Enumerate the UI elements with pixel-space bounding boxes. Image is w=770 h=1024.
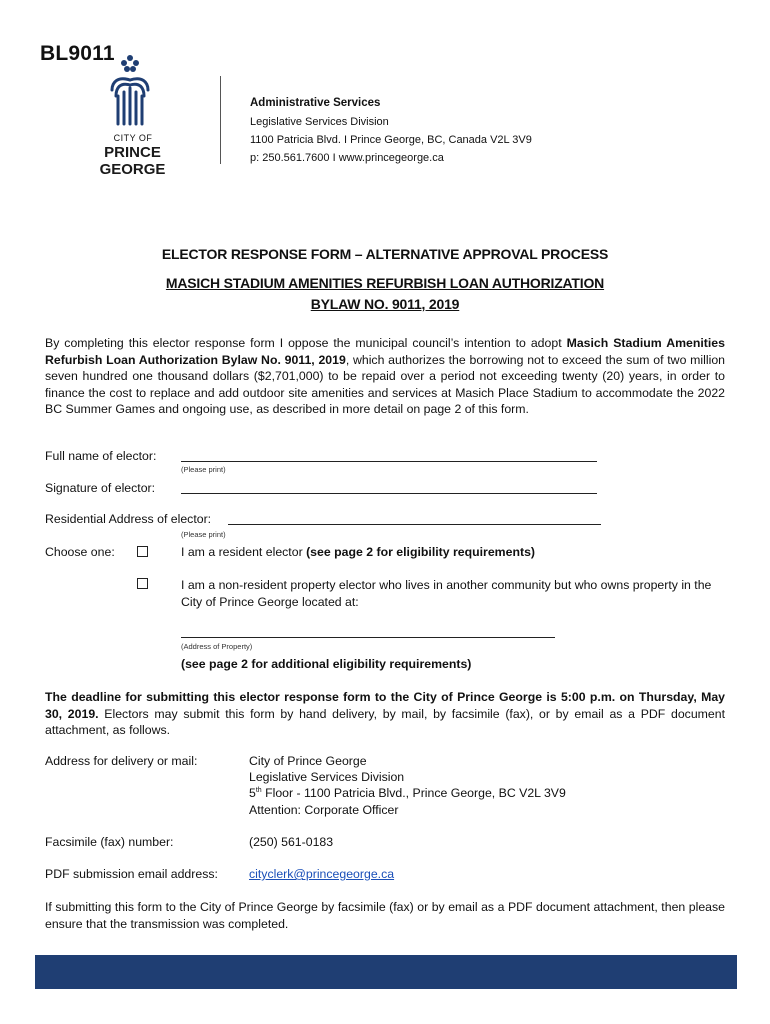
option1-eligibility: (see page 2 for eligibility requirements) bbox=[306, 545, 535, 559]
residential-address-label: Residential Address of elector: bbox=[45, 512, 212, 526]
fax-number: (250) 561-0183 bbox=[249, 835, 334, 849]
email-label: PDF submission email address: bbox=[45, 867, 218, 881]
non-resident-elector-option: I am a non-resident property elector who lives in another community but who owns property in the City of Prince George located at: bbox=[181, 578, 712, 609]
floor-number: 5 bbox=[249, 786, 256, 800]
deadline-text: The deadline for submitting this elector response form to the City of Prince George is 5:00 p.m. on Thursday, May 30, 2019. bbox=[45, 690, 725, 721]
mail-address-line2: Legislative Services Division bbox=[249, 770, 405, 784]
floor-suffix: th bbox=[255, 786, 262, 794]
signature-label: Signature of elector: bbox=[45, 481, 156, 495]
please-print-note: (Please print) bbox=[181, 465, 226, 474]
header-address: 1100 Patricia Blvd. I Prince George, BC, Canada V2L 3V9 bbox=[250, 134, 532, 146]
address-of-property-note: (Address of Property) bbox=[181, 642, 253, 651]
city-name-label: PRINCE GEORGE bbox=[99, 144, 166, 178]
deadline-paragraph bbox=[45, 689, 725, 739]
signature-field[interactable] bbox=[181, 493, 597, 494]
header-contact: p: 250.561.7600 I www.princegeorge.ca bbox=[250, 152, 444, 164]
residential-address-field[interactable] bbox=[228, 524, 601, 525]
mail-address-line3 bbox=[249, 786, 566, 800]
header-department: Administrative Services bbox=[250, 97, 381, 109]
additional-eligibility-note: (see page 2 for additional eligibility requirements) bbox=[181, 657, 472, 671]
resident-elector-checkbox[interactable] bbox=[137, 546, 148, 557]
full-name-field[interactable] bbox=[181, 461, 597, 462]
intro-paragraph bbox=[45, 335, 725, 418]
bylaw-number: BYLAW NO. 9011, 2019 bbox=[310, 296, 460, 312]
choose-one-label: Choose one: bbox=[45, 545, 115, 559]
deadline-methods: Electors may submit this form by hand delivery, by mail, by facsimile (fax), or by email as a PDF document attachment, as follows. bbox=[45, 706, 725, 737]
header-division: Legislative Services Division bbox=[250, 116, 389, 128]
intro-bylaw-name: Masich Stadium Amenities Refurbish Loan Authorization Bylaw No. 9011, 2019 bbox=[45, 336, 725, 367]
intro-text: By completing this elector response form I oppose the municipal council’s intention to adopt bbox=[45, 336, 567, 350]
form-title: ELECTOR RESPONSE FORM – ALTERNATIVE APPROVAL PROCESS bbox=[161, 246, 609, 262]
email-link[interactable]: cityclerk@princegeorge.ca bbox=[249, 867, 395, 881]
non-resident-elector-checkbox[interactable] bbox=[137, 578, 148, 589]
bylaw-title: MASICH STADIUM AMENITIES REFURBISH LOAN AUTHORIZATION bbox=[165, 275, 605, 291]
full-name-label: Full name of elector: bbox=[45, 449, 157, 463]
header-divider bbox=[220, 76, 221, 164]
please-print-note-2: (Please print) bbox=[181, 530, 226, 539]
street-address: Floor - 1100 Patricia Blvd., Prince George, BC V2L 3V9 bbox=[261, 786, 566, 800]
city-of-label: CITY OF bbox=[113, 133, 153, 143]
resident-elector-option bbox=[181, 545, 535, 559]
footer-bar bbox=[35, 955, 737, 989]
mail-address-line4: Attention: Corporate Officer bbox=[249, 803, 399, 817]
document-code: BL9011 bbox=[40, 42, 115, 65]
option1-text: I am a resident elector bbox=[181, 545, 307, 559]
intro-text-end: , which authorizes the borrowing not to exceed the sum of two million seven hundred one thousand dollars ($2,701,000) to be repaid over a period not exceeding twenty (20) years, in order to finance the cost to replace and add outdoor site amenities and services at Masich Place Stadium to accommodate the 2022 BC Summer Games and ongoing use, as described in more detail on page 2 of this form. bbox=[45, 352, 725, 416]
fax-label: Facsimile (fax) number: bbox=[45, 835, 174, 849]
mail-address-line1: City of Prince George bbox=[249, 754, 367, 768]
closing-paragraph: If submitting this form to the City of Prince George by facsimile (fax) or by email as a PDF document attachment, then please ensure that the transmission was completed. bbox=[45, 900, 725, 931]
property-address-field[interactable] bbox=[181, 637, 555, 638]
mail-address-label: Address for delivery or mail: bbox=[45, 754, 198, 768]
